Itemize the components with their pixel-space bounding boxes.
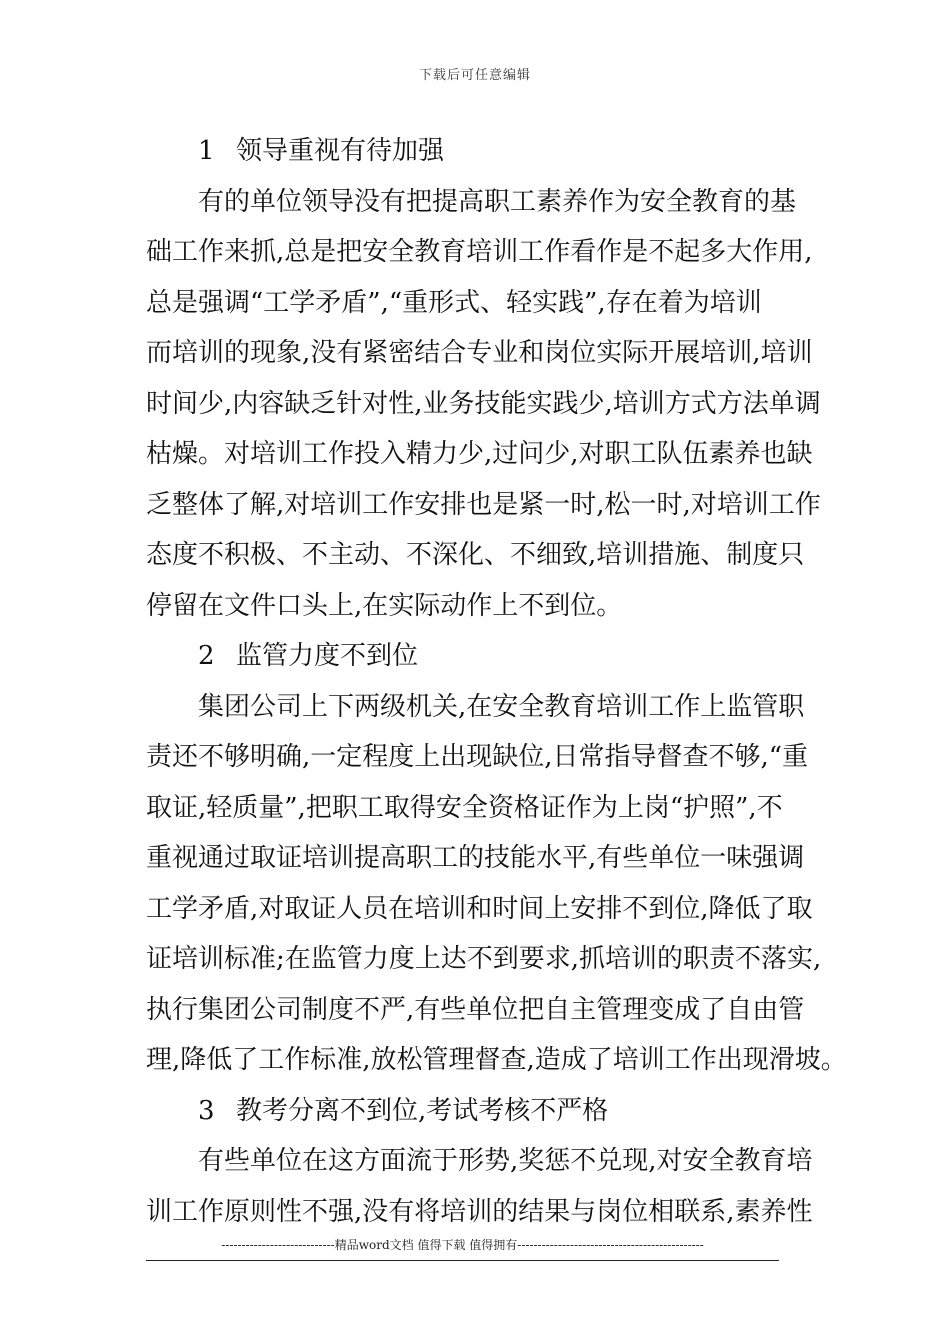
section-number: 2 — [198, 641, 215, 671]
paragraph-line: 停留在文件口头上,在实际动作上不到位。 — [146, 590, 623, 621]
footer-divider — [146, 1260, 779, 1261]
paragraph-line: 有些单位在这方面流于形势,奖惩不兑现,对安全教育培 — [198, 1146, 813, 1176]
section-number: 1 — [198, 136, 215, 166]
paragraph-line: 而培训的现象,没有紧密结合专业和岗位实际开展培训,培训 — [146, 338, 813, 368]
document-body — [146, 126, 847, 1237]
paragraph-line: 时间少,内容缺乏针对性,业务技能实践少,培训方式方法单调 — [146, 388, 821, 419]
paragraph-line: 理,降低了工作标准,放松管理督查,造成了培训工作出现滑坡。 — [146, 1045, 847, 1075]
section-number: 3 — [198, 1095, 215, 1126]
paragraph-line: 取证,轻质量”,把职工取得安全资格证作为上岗“护照”,不 — [146, 792, 783, 823]
paragraph-line: 有的单位领导没有把提高职工素养作为安全教育的基 — [198, 186, 797, 217]
paragraph-line: 枯燥。对培训工作投入精力少,过问少,对职工队伍素养也缺 — [146, 439, 813, 469]
footer-text: ----------------------------精品word文档 值得下载 值得拥有---------------------------------------------- — [221, 1238, 704, 1252]
paragraph-line: 责还不够明确,一定程度上出现缺位,日常指导督查不够,“重 — [146, 742, 809, 772]
paragraph-line: 工学矛盾,对取证人员在培训和时间上安排不到位,降低了取 — [146, 893, 813, 924]
paragraph-line: 态度不积极、不主动、不深化、不细致,培训措施、制度只 — [146, 540, 805, 570]
section-heading — [146, 126, 814, 177]
section-heading — [146, 631, 814, 682]
page-footer — [146, 1236, 779, 1261]
section-title: 教考分离不到位,考试考核不严格 — [236, 1095, 609, 1126]
paragraph-line: 础工作来抓,总是把安全教育培训工作看作是不起多大作用, — [146, 237, 813, 267]
paragraph-line: 乏整体了解,对培训工作安排也是紧一时,松一时,对培训工作 — [146, 489, 821, 520]
paragraph-line: 证培训标准;在监管力度上达不到要求,抓培训的职责不落实, — [146, 944, 822, 974]
section-heading — [146, 1086, 814, 1137]
section-title: 领导重视有待加强 — [236, 136, 445, 166]
section-title: 监管力度不到位 — [236, 641, 419, 671]
paragraph-line: 执行集团公司制度不严,有些单位把自主管理变成了自由管 — [146, 994, 805, 1025]
paragraph-line: 重视通过取证培训提高职工的技能水平,有些单位一味强调 — [146, 843, 805, 873]
paragraph-line: 训工作原则性不强,没有将培训的结果与岗位相联系,素养性 — [146, 1196, 813, 1227]
paragraph-line: 集团公司上下两级机关,在安全教育培训工作上监管职 — [198, 691, 805, 722]
paragraph-line: 总是强调“工学矛盾”,“重形式、轻实践”,存在着为培训 — [146, 287, 762, 318]
header-note: 下载后可任意编辑 — [418, 68, 531, 83]
